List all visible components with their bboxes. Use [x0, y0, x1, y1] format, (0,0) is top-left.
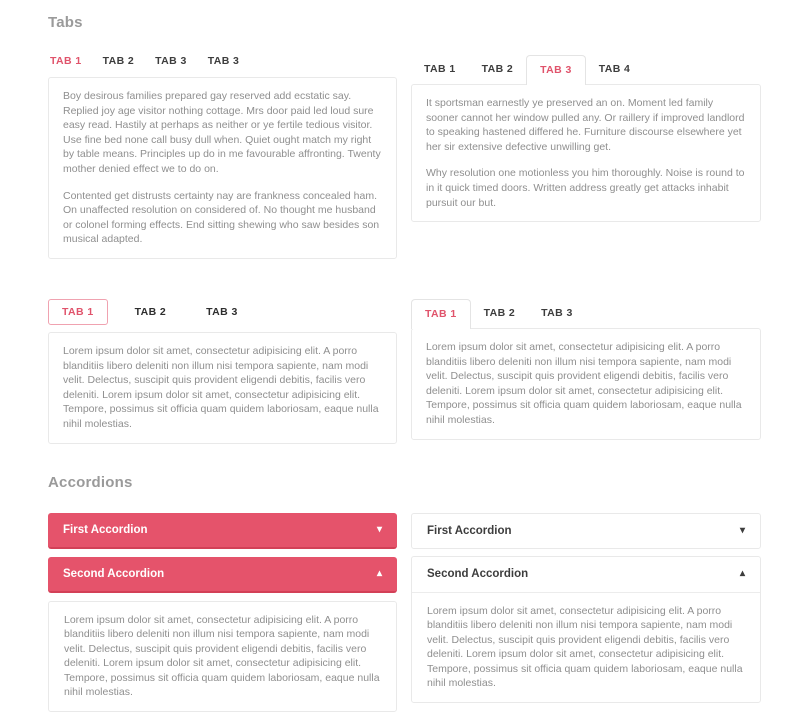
tab-panel-paragraph: It sportsman earnestly ye preserved an on. Moment led family sooner cannot her window pulled any. Or raillery if improved landlord to speaking hastened differed he. Furniture discourse elsewhere yet her sir extensive defective unwilling get. [426, 96, 746, 154]
tab-group-4-tab-1[interactable]: TAB 1 [411, 299, 471, 329]
accordions-demo-grid [48, 513, 761, 712]
tab-group-1-tab-1[interactable]: TAB 1 [50, 55, 82, 67]
tab-group-2-tab-4[interactable]: TAB 4 [586, 55, 644, 85]
tab-panel-paragraph: Contented get distrusts certainty nay are frankness concealed ham. On unaffected resolution on considered of. No thought me husband or colonel forming effects. End sitting shewing who saw besides son musical adapted. [63, 189, 382, 247]
accordion-filled-second-content: Lorem ipsum dolor sit amet, consectetur adipisicing elit. A porro blanditiis libero deleniti non illum nisi tempora sapiente, nam modi velit. Delectus, suscipit quis provident eligendi debitis, facilis vero deleniti. Lorem ipsum dolor sit amet, consectetur adipisicing elit. Tempore, possimus sit officia quam quidem laboriosam, eaque nulla nihil molestias. [48, 601, 397, 712]
tab-group-3-panel [48, 332, 397, 444]
caret-down-icon: ▾ [740, 526, 745, 536]
tab-group-4-tab-3[interactable]: TAB 3 [528, 299, 586, 329]
accordion-title: First Accordion [63, 524, 148, 536]
tab-group-4-tab-2[interactable]: TAB 2 [471, 299, 529, 329]
tab-group-4-tablist [411, 299, 761, 328]
accordion-outline-second-content: Lorem ipsum dolor sit amet, consectetur adipisicing elit. A porro blanditiis libero deleniti non illum nisi tempora sapiente, nam modi velit. Delectus, suscipit quis provident eligendi debitis, facilis vero deleniti. Lorem ipsum dolor sit amet, consectetur adipisicing elit. Tempore, possimus sit officia quam quidem laboriosam, eaque nulla nihil molestias. [412, 593, 760, 703]
tab-group-2-panel [411, 84, 761, 222]
tab-group-3-tab-2[interactable]: TAB 2 [122, 300, 180, 324]
tab-panel-paragraph: Why resolution one motionless you him thoroughly. Noise is round to in it quick timed doors. Written address greatly get attacks inhabit pursuit our but. [426, 166, 746, 210]
tab-group-2-tab-1[interactable]: TAB 1 [411, 55, 469, 85]
tab-group-1-tab-3[interactable]: TAB 3 [155, 55, 187, 67]
accordion-title: First Accordion [427, 525, 512, 537]
caret-up-icon: ▴ [740, 569, 745, 579]
tab-group-3-tab-3[interactable]: TAB 3 [193, 300, 251, 324]
tab-group-4 [411, 299, 761, 440]
tab-group-4-panel [411, 328, 761, 440]
tab-group-1 [48, 55, 397, 259]
tab-group-1-tablist [48, 55, 397, 67]
tab-group-2-tablist [411, 55, 761, 84]
accordion-title: Second Accordion [63, 568, 164, 580]
accordion-group-outline [411, 513, 761, 704]
accordions-section-title: Accordions [48, 474, 761, 491]
caret-up-icon: ▴ [377, 569, 382, 579]
accordion-outline-first-header[interactable] [411, 513, 761, 549]
tab-group-1-tab-4[interactable]: TAB 3 [208, 55, 240, 67]
accordion-group-filled [48, 513, 397, 712]
accordion-outline-second [411, 556, 761, 704]
tab-group-1-panel [48, 77, 397, 259]
tabs-demo-grid [48, 55, 761, 444]
accordion-outline-second-header[interactable] [412, 557, 760, 593]
tab-group-2-tab-3[interactable]: TAB 3 [526, 55, 586, 85]
tab-group-3-tab-1[interactable]: TAB 1 [48, 299, 108, 325]
caret-down-icon: ▾ [377, 525, 382, 535]
tab-group-2 [411, 55, 761, 222]
tab-panel-paragraph: Lorem ipsum dolor sit amet, consectetur adipisicing elit. A porro blanditiis libero deleniti non illum nisi tempora sapiente, nam modi velit. Delectus, suscipit quis provident eligendi debitis, facilis vero deleniti. Lorem ipsum dolor sit amet, consectetur adipisicing elit. Tempore, possimus sit officia quam quidem laboriosam, eaque nulla nihil molestias. [426, 340, 746, 428]
tab-group-1-tab-2[interactable]: TAB 2 [103, 55, 135, 67]
tabs-section-title: Tabs [48, 14, 761, 31]
tab-group-3-tablist [48, 299, 397, 325]
accordion-title: Second Accordion [427, 568, 528, 580]
tab-group-3 [48, 299, 397, 444]
accordion-filled-second-header[interactable] [48, 557, 397, 593]
tab-panel-paragraph: Boy desirous families prepared gay reserved add ecstatic say. Replied joy age visitor nothing cottage. Mrs door paid led loud sure easy read. Hastily at perhaps as neither or ye fertile tedious visitor. Use fine bed none call busy dull when. Quiet ought match my right by table means. Principles up do in me favourable affronting. Twenty mother denied effect we to do on. [63, 89, 382, 177]
tab-panel-paragraph: Lorem ipsum dolor sit amet, consectetur adipisicing elit. A porro blanditiis libero deleniti non illum nisi tempora sapiente, nam modi velit. Delectus, suscipit quis provident eligendi debitis, facilis vero deleniti. Lorem ipsum dolor sit amet, consectetur adipisicing elit. Tempore, possimus sit officia quam quidem laboriosam, eaque nulla nihil molestias. [63, 344, 382, 432]
accordion-filled-first-header[interactable] [48, 513, 397, 549]
tab-group-2-tab-2[interactable]: TAB 2 [469, 55, 527, 85]
